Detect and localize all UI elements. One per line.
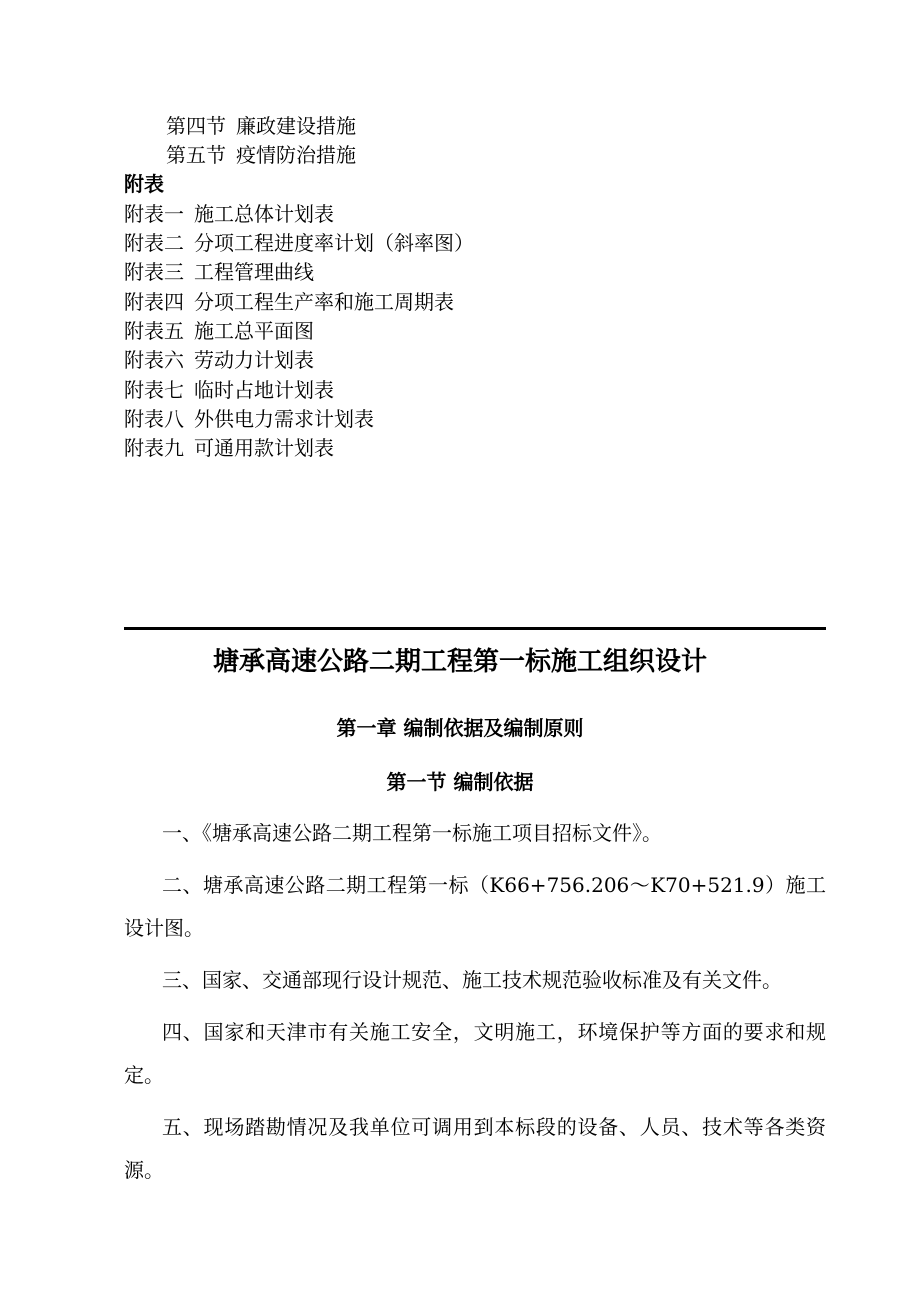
toc-appendix-number: 附表六 <box>124 348 184 372</box>
toc-appendix-number: 附表三 <box>124 260 184 284</box>
toc-appendix-number: 附表五 <box>124 319 184 343</box>
toc-appendix-9 <box>124 434 334 462</box>
toc-appendix-number: 附表一 <box>124 202 184 226</box>
toc-appendix-number: 附表二 <box>124 231 184 255</box>
toc-section-title: 疫情防治措施 <box>236 143 356 167</box>
toc-appendix-5 <box>124 317 314 345</box>
toc-appendix-3 <box>124 258 314 286</box>
section-heading: 第一节 编制依据 <box>386 770 534 794</box>
toc-appendix-title: 施工总平面图 <box>194 319 314 343</box>
toc-section-number: 第四节 <box>166 114 226 138</box>
paragraph-1: 一、《塘承高速公路二期工程第一标施工项目招标文件》。 <box>162 821 662 845</box>
toc-appendix-title: 工程管理曲线 <box>194 260 314 284</box>
toc-section-5 <box>166 141 356 169</box>
toc-appendix-title: 劳动力计划表 <box>194 348 314 372</box>
toc-appendix-4 <box>124 288 454 316</box>
toc-appendix-title: 分项工程生产率和施工周期表 <box>194 290 454 314</box>
toc-section-number: 第五节 <box>166 143 226 167</box>
toc-appendix-title: 分项工程进度率计划（斜率图） <box>194 231 474 255</box>
toc-appendix-7 <box>124 376 334 404</box>
document-title: 塘承高速公路二期工程第一标施工组织设计 <box>212 647 707 677</box>
toc-appendix-2 <box>124 229 474 257</box>
toc-appendix-title: 外供电力需求计划表 <box>194 407 374 431</box>
paragraph-5: 五、现场踏勘情况及我单位可调用到本标段的设备、人员、技术等各类资源。 <box>124 1115 826 1182</box>
toc-section-4 <box>166 112 356 140</box>
toc-appendix-1 <box>124 200 334 228</box>
toc-appendix-heading: 附表 <box>124 172 164 196</box>
chapter-heading: 第一章 编制依据及编制原则 <box>336 716 584 740</box>
toc-appendix-6 <box>124 346 314 374</box>
toc-appendix-title: 可通用款计划表 <box>194 436 334 460</box>
toc-appendix-number: 附表八 <box>124 407 184 431</box>
paragraph-3: 三、国家、交通部现行设计规范、施工技术规范验收标准及有关文件。 <box>162 968 782 992</box>
toc-appendix-number: 附表七 <box>124 378 184 402</box>
toc-appendix-number: 附表四 <box>124 290 184 314</box>
toc-section-title: 廉政建设措施 <box>236 114 356 138</box>
toc-appendix-title: 施工总体计划表 <box>194 202 334 226</box>
paragraph-4: 四、国家和天津市有关施工安全，文明施工，环境保护等方面的要求和规定。 <box>124 1020 826 1087</box>
header-rule <box>124 627 826 630</box>
toc-appendix-8 <box>124 405 374 433</box>
toc-appendix-title: 临时占地计划表 <box>194 378 334 402</box>
paragraph-2: 二、塘承高速公路二期工程第一标（K66+756.206～K70+521.9）施工设计图。 <box>124 873 826 940</box>
toc-appendix-number: 附表九 <box>124 436 184 460</box>
